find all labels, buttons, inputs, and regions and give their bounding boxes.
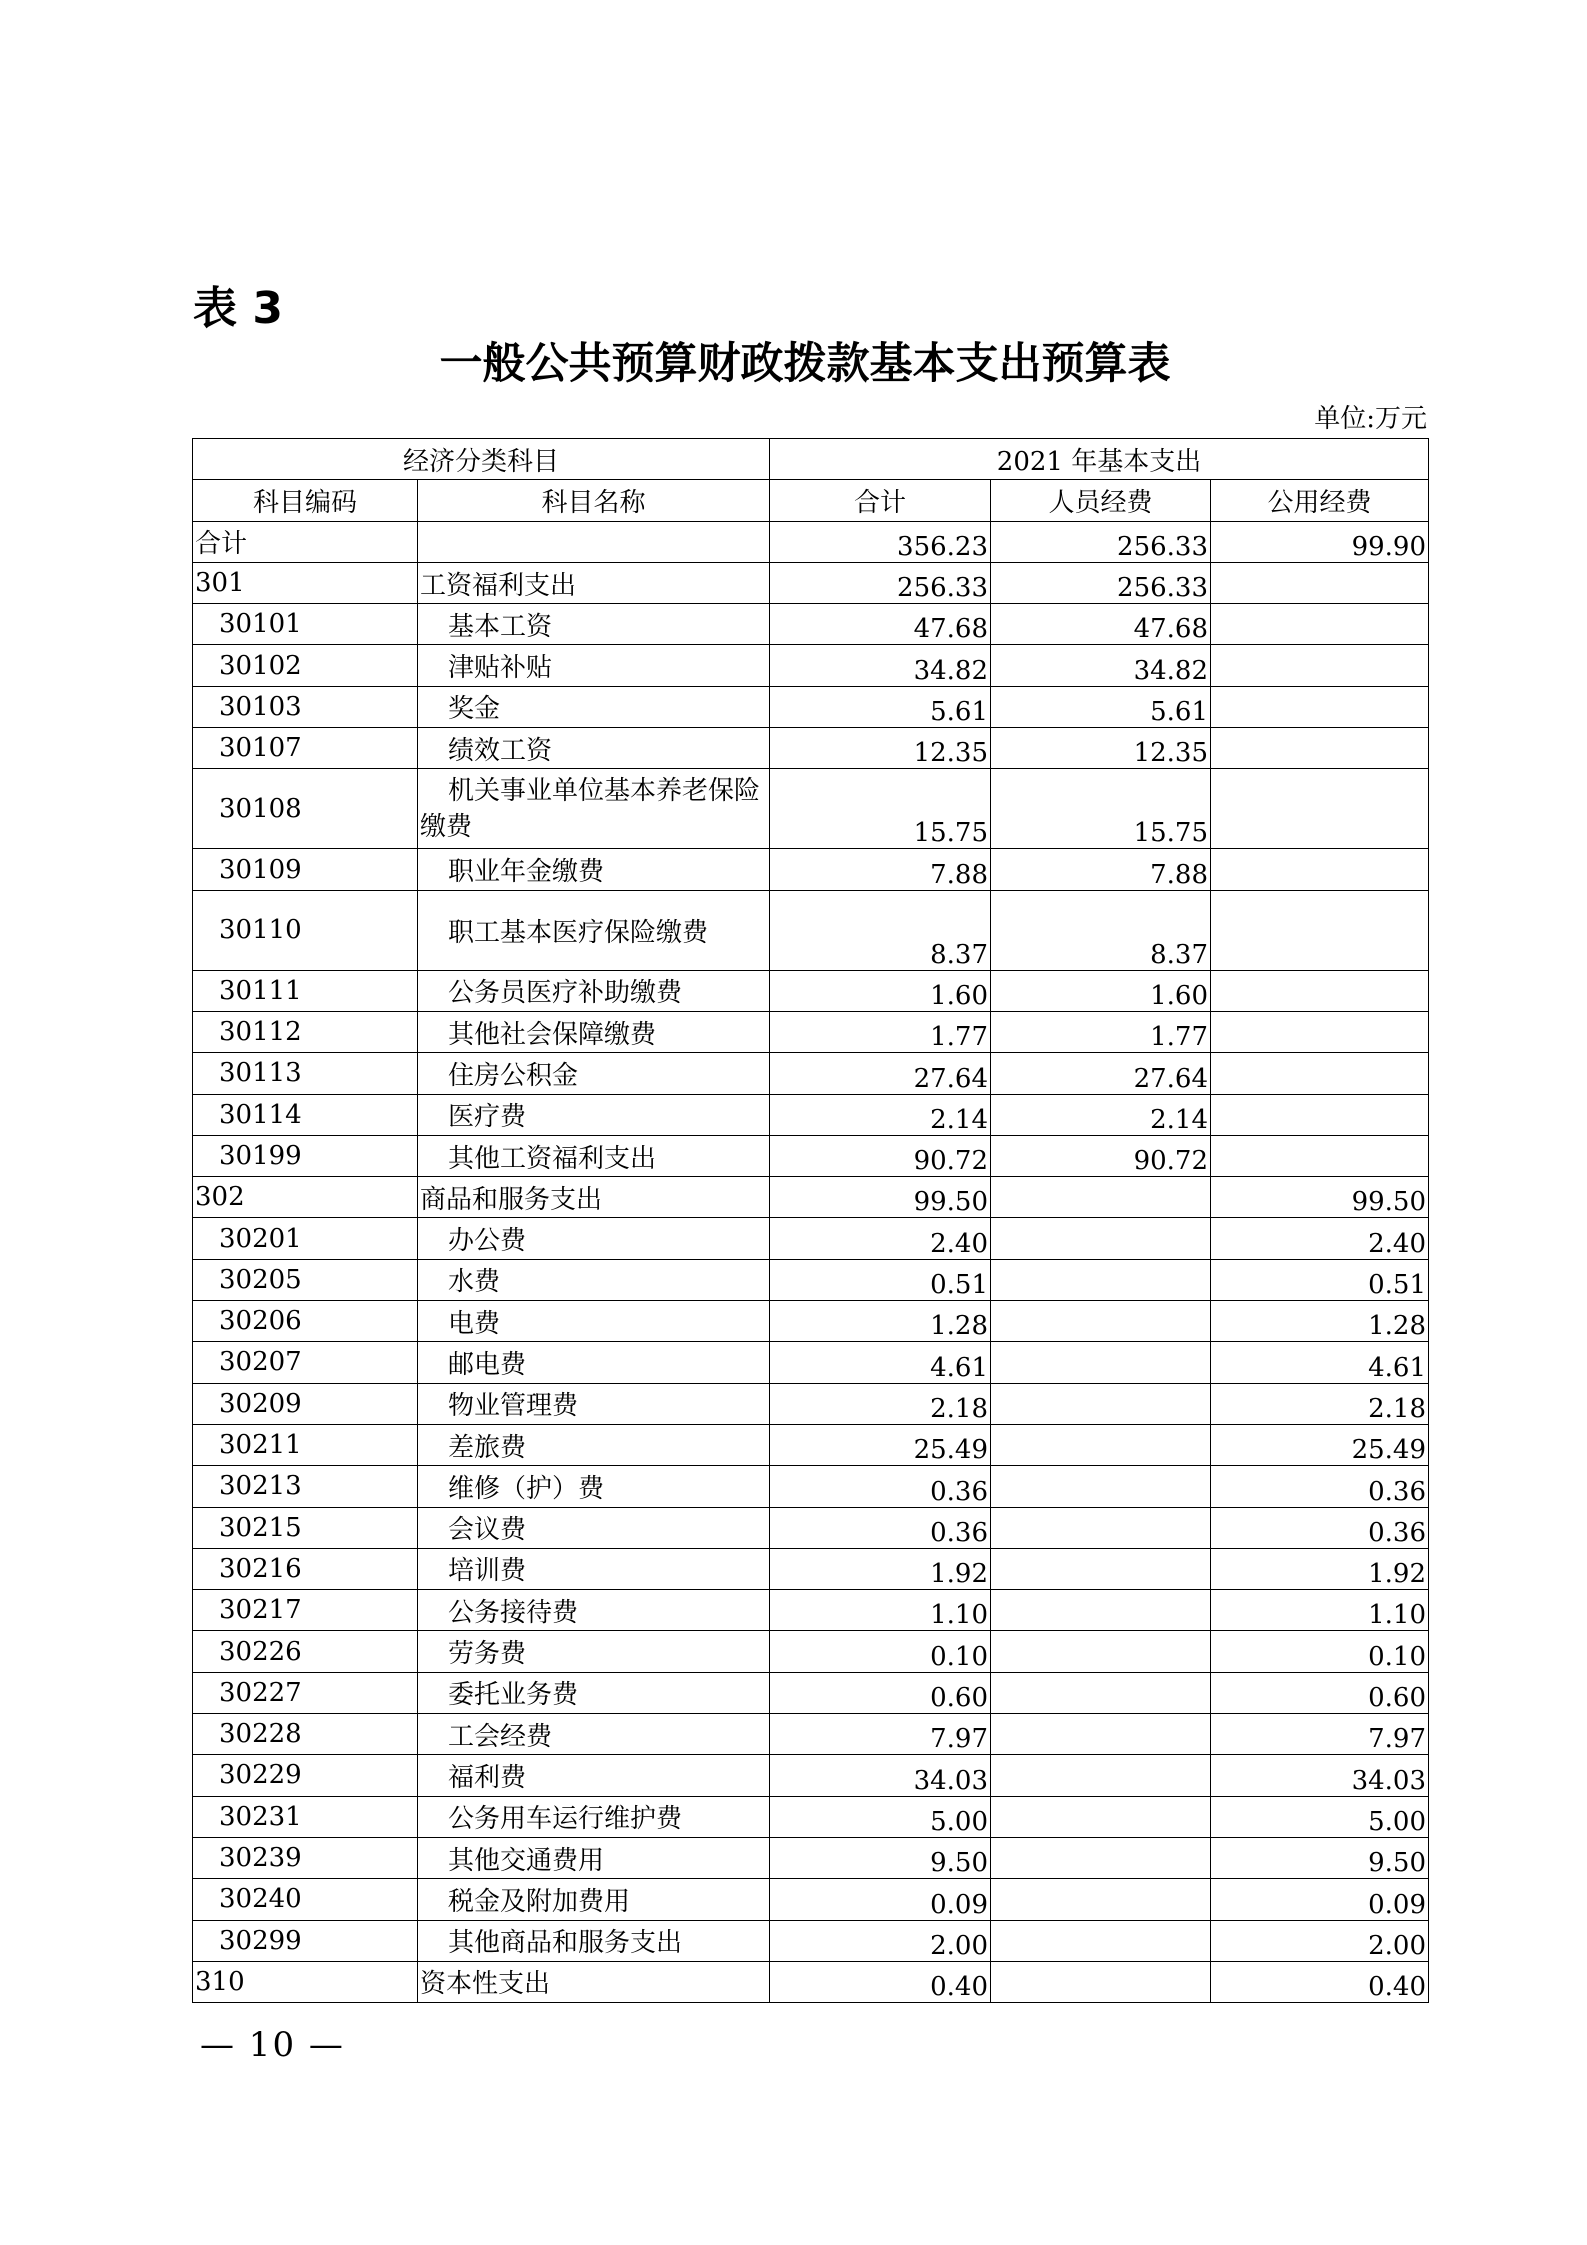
row-code: 30228	[193, 1714, 418, 1755]
row-name: 公务用车运行维护费	[418, 1796, 770, 1837]
row-public	[1211, 645, 1429, 686]
row-personnel	[991, 1796, 1211, 1837]
row-total: 2.14	[770, 1094, 991, 1135]
table-row	[193, 1011, 1429, 1052]
row-total: 4.61	[770, 1342, 991, 1383]
row-code: 30109	[193, 849, 418, 890]
row-code: 30229	[193, 1755, 418, 1796]
row-personnel	[991, 1920, 1211, 1961]
row-total: 15.75	[770, 769, 991, 849]
row-personnel	[991, 1424, 1211, 1465]
row-public	[1211, 1135, 1429, 1176]
table-row	[193, 1548, 1429, 1589]
row-personnel	[991, 1548, 1211, 1589]
row-name: 津贴补贴	[418, 645, 770, 686]
row-code: 30101	[193, 604, 418, 645]
row-code: 合计	[193, 521, 418, 562]
row-name: 维修（护）费	[418, 1466, 770, 1507]
row-total: 0.40	[770, 1961, 991, 2002]
row-total: 25.49	[770, 1424, 991, 1465]
row-code: 30299	[193, 1920, 418, 1961]
row-total: 7.88	[770, 849, 991, 890]
page-number: — 10 —	[200, 2025, 345, 2065]
table-row	[193, 1714, 1429, 1755]
row-code: 30111	[193, 970, 418, 1011]
row-personnel	[991, 1259, 1211, 1300]
row-personnel: 1.77	[991, 1011, 1211, 1052]
row-public: 0.60	[1211, 1672, 1429, 1713]
row-name: 资本性支出	[418, 1961, 770, 2002]
header-personnel: 人员经费	[991, 480, 1211, 521]
table-row	[193, 1590, 1429, 1631]
row-code: 30231	[193, 1796, 418, 1837]
table-row	[193, 849, 1429, 890]
row-public	[1211, 604, 1429, 645]
table-row	[193, 1672, 1429, 1713]
row-public	[1211, 1053, 1429, 1094]
table-row	[193, 1383, 1429, 1424]
row-public	[1211, 1094, 1429, 1135]
row-total: 1.92	[770, 1548, 991, 1589]
table-row	[193, 1507, 1429, 1548]
row-total: 2.18	[770, 1383, 991, 1424]
row-code: 30207	[193, 1342, 418, 1383]
table-row	[193, 562, 1429, 603]
row-code: 30239	[193, 1837, 418, 1878]
header-total: 合计	[770, 480, 991, 521]
table-row	[193, 1094, 1429, 1135]
row-personnel	[991, 1755, 1211, 1796]
row-public: 1.92	[1211, 1548, 1429, 1589]
row-total: 0.51	[770, 1259, 991, 1300]
row-total: 34.82	[770, 645, 991, 686]
row-name: 公务员医疗补助缴费	[418, 970, 770, 1011]
row-name: 委托业务费	[418, 1672, 770, 1713]
row-name: 工资福利支出	[418, 562, 770, 603]
row-personnel: 256.33	[991, 521, 1211, 562]
row-public	[1211, 769, 1429, 849]
row-code: 30110	[193, 890, 418, 970]
row-personnel	[991, 1177, 1211, 1218]
row-name: 劳务费	[418, 1631, 770, 1672]
row-personnel: 256.33	[991, 562, 1211, 603]
row-total: 0.36	[770, 1466, 991, 1507]
header-code: 科目编码	[193, 480, 418, 521]
table-row	[193, 1796, 1429, 1837]
row-personnel: 7.88	[991, 849, 1211, 890]
row-total: 1.10	[770, 1590, 991, 1631]
row-name: 办公费	[418, 1218, 770, 1259]
table-row	[193, 1631, 1429, 1672]
row-personnel: 2.14	[991, 1094, 1211, 1135]
row-code: 310	[193, 1961, 418, 2002]
row-public	[1211, 970, 1429, 1011]
table-row	[193, 1259, 1429, 1300]
row-personnel	[991, 1218, 1211, 1259]
row-code: 301	[193, 562, 418, 603]
row-code: 30213	[193, 1466, 418, 1507]
table-row	[193, 645, 1429, 686]
row-code: 30211	[193, 1424, 418, 1465]
row-code: 30102	[193, 645, 418, 686]
row-total: 1.28	[770, 1301, 991, 1342]
row-personnel	[991, 1631, 1211, 1672]
row-total: 356.23	[770, 521, 991, 562]
header-economic-classification: 经济分类科目	[193, 439, 770, 480]
row-code: 30226	[193, 1631, 418, 1672]
row-total: 5.00	[770, 1796, 991, 1837]
row-name: 其他工资福利支出	[418, 1135, 770, 1176]
header-group-row	[193, 439, 1429, 480]
table-row	[193, 728, 1429, 769]
row-total: 47.68	[770, 604, 991, 645]
row-personnel: 90.72	[991, 1135, 1211, 1176]
table-row	[193, 890, 1429, 970]
row-personnel	[991, 1714, 1211, 1755]
row-total: 12.35	[770, 728, 991, 769]
table-row	[193, 1961, 1429, 2002]
row-public: 0.09	[1211, 1879, 1429, 1920]
row-public: 2.40	[1211, 1218, 1429, 1259]
row-public: 34.03	[1211, 1755, 1429, 1796]
row-code: 30114	[193, 1094, 418, 1135]
row-total: 90.72	[770, 1135, 991, 1176]
row-code: 302	[193, 1177, 418, 1218]
row-total: 1.77	[770, 1011, 991, 1052]
row-total: 27.64	[770, 1053, 991, 1094]
header-name: 科目名称	[418, 480, 770, 521]
row-name: 水费	[418, 1259, 770, 1300]
row-code: 30215	[193, 1507, 418, 1548]
row-public	[1211, 686, 1429, 727]
row-name: 邮电费	[418, 1342, 770, 1383]
row-name: 福利费	[418, 1755, 770, 1796]
row-name: 职业年金缴费	[418, 849, 770, 890]
table-row	[193, 686, 1429, 727]
header-column-row	[193, 480, 1429, 521]
row-public: 9.50	[1211, 1837, 1429, 1878]
row-personnel: 47.68	[991, 604, 1211, 645]
row-personnel	[991, 1507, 1211, 1548]
row-name: 物业管理费	[418, 1383, 770, 1424]
row-code: 30205	[193, 1259, 418, 1300]
row-total: 5.61	[770, 686, 991, 727]
row-public	[1211, 728, 1429, 769]
row-total: 2.00	[770, 1920, 991, 1961]
table-row	[193, 1424, 1429, 1465]
row-personnel: 15.75	[991, 769, 1211, 849]
row-code: 30112	[193, 1011, 418, 1052]
row-name-line1: 机关事业单位基本养老保险	[448, 775, 761, 806]
table-row	[193, 1301, 1429, 1342]
row-personnel	[991, 1961, 1211, 2002]
row-total: 0.36	[770, 1507, 991, 1548]
row-code: 30209	[193, 1383, 418, 1424]
row-name: 住房公积金	[418, 1053, 770, 1094]
row-code: 30103	[193, 686, 418, 727]
row-public: 0.36	[1211, 1466, 1429, 1507]
row-personnel: 12.35	[991, 728, 1211, 769]
row-public	[1211, 1011, 1429, 1052]
row-public	[1211, 890, 1429, 970]
row-name: 会议费	[418, 1507, 770, 1548]
row-name: 其他交通费用	[418, 1837, 770, 1878]
table-row	[193, 1135, 1429, 1176]
row-name	[418, 521, 770, 562]
row-code: 30227	[193, 1672, 418, 1713]
row-public: 2.18	[1211, 1383, 1429, 1424]
row-name: 医疗费	[418, 1094, 770, 1135]
row-public	[1211, 849, 1429, 890]
row-personnel: 27.64	[991, 1053, 1211, 1094]
table-row	[193, 1053, 1429, 1094]
row-total: 7.97	[770, 1714, 991, 1755]
row-name: 其他商品和服务支出	[418, 1920, 770, 1961]
row-personnel	[991, 1837, 1211, 1878]
row-personnel: 1.60	[991, 970, 1211, 1011]
table-row	[193, 1837, 1429, 1878]
row-name: 工会经费	[418, 1714, 770, 1755]
row-name: 其他社会保障缴费	[418, 1011, 770, 1052]
row-public: 4.61	[1211, 1342, 1429, 1383]
row-code: 30240	[193, 1879, 418, 1920]
row-name: 奖金	[418, 686, 770, 727]
row-name: 电费	[418, 1301, 770, 1342]
row-public: 2.00	[1211, 1920, 1429, 1961]
row-personnel	[991, 1672, 1211, 1713]
row-public: 0.36	[1211, 1507, 1429, 1548]
row-personnel	[991, 1383, 1211, 1424]
budget-table	[192, 438, 1429, 2003]
row-total: 0.60	[770, 1672, 991, 1713]
table-row	[193, 1218, 1429, 1259]
table-row	[193, 1879, 1429, 1920]
table-row	[193, 1177, 1429, 1218]
row-name: 差旅费	[418, 1424, 770, 1465]
row-total: 256.33	[770, 562, 991, 603]
row-personnel	[991, 1342, 1211, 1383]
row-public	[1211, 562, 1429, 603]
row-public: 7.97	[1211, 1714, 1429, 1755]
header-public: 公用经费	[1211, 480, 1429, 521]
row-public: 1.28	[1211, 1301, 1429, 1342]
table-label: 表 3	[193, 283, 283, 334]
row-name: 培训费	[418, 1548, 770, 1589]
row-code: 30108	[193, 769, 418, 849]
row-personnel	[991, 1879, 1211, 1920]
row-code: 30216	[193, 1548, 418, 1589]
row-personnel: 34.82	[991, 645, 1211, 686]
row-code: 30199	[193, 1135, 418, 1176]
row-code: 30107	[193, 728, 418, 769]
row-public: 99.50	[1211, 1177, 1429, 1218]
table-row	[193, 1755, 1429, 1796]
row-total: 34.03	[770, 1755, 991, 1796]
row-public: 25.49	[1211, 1424, 1429, 1465]
row-code: 30206	[193, 1301, 418, 1342]
row-name-line2: 缴费	[420, 811, 473, 842]
row-public: 1.10	[1211, 1590, 1429, 1631]
row-name	[418, 769, 770, 849]
table-row	[193, 769, 1429, 849]
table-row	[193, 521, 1429, 562]
row-total: 9.50	[770, 1837, 991, 1878]
unit-label: 单位:万元	[1314, 404, 1427, 434]
table-row	[193, 970, 1429, 1011]
row-name: 职工基本医疗保险缴费	[418, 890, 770, 970]
row-total: 8.37	[770, 890, 991, 970]
row-public: 99.90	[1211, 521, 1429, 562]
table-row	[193, 604, 1429, 645]
table-row	[193, 1466, 1429, 1507]
row-total: 0.10	[770, 1631, 991, 1672]
row-total: 1.60	[770, 970, 991, 1011]
row-name: 税金及附加费用	[418, 1879, 770, 1920]
row-total: 2.40	[770, 1218, 991, 1259]
row-public: 0.51	[1211, 1259, 1429, 1300]
row-personnel: 8.37	[991, 890, 1211, 970]
header-basic-expenditure: 2021 年基本支出	[770, 439, 1429, 480]
row-name: 商品和服务支出	[418, 1177, 770, 1218]
page-title: 一般公共预算财政拨款基本支出预算表	[439, 339, 1171, 389]
row-name: 基本工资	[418, 604, 770, 645]
table-row	[193, 1920, 1429, 1961]
row-personnel	[991, 1590, 1211, 1631]
row-total: 0.09	[770, 1879, 991, 1920]
row-public: 0.10	[1211, 1631, 1429, 1672]
row-total: 99.50	[770, 1177, 991, 1218]
row-code: 30113	[193, 1053, 418, 1094]
row-public: 0.40	[1211, 1961, 1429, 2002]
row-code: 30201	[193, 1218, 418, 1259]
row-personnel	[991, 1301, 1211, 1342]
row-personnel: 5.61	[991, 686, 1211, 727]
row-name: 公务接待费	[418, 1590, 770, 1631]
row-name: 绩效工资	[418, 728, 770, 769]
row-code: 30217	[193, 1590, 418, 1631]
table-row	[193, 1342, 1429, 1383]
row-public: 5.00	[1211, 1796, 1429, 1837]
row-personnel	[991, 1466, 1211, 1507]
